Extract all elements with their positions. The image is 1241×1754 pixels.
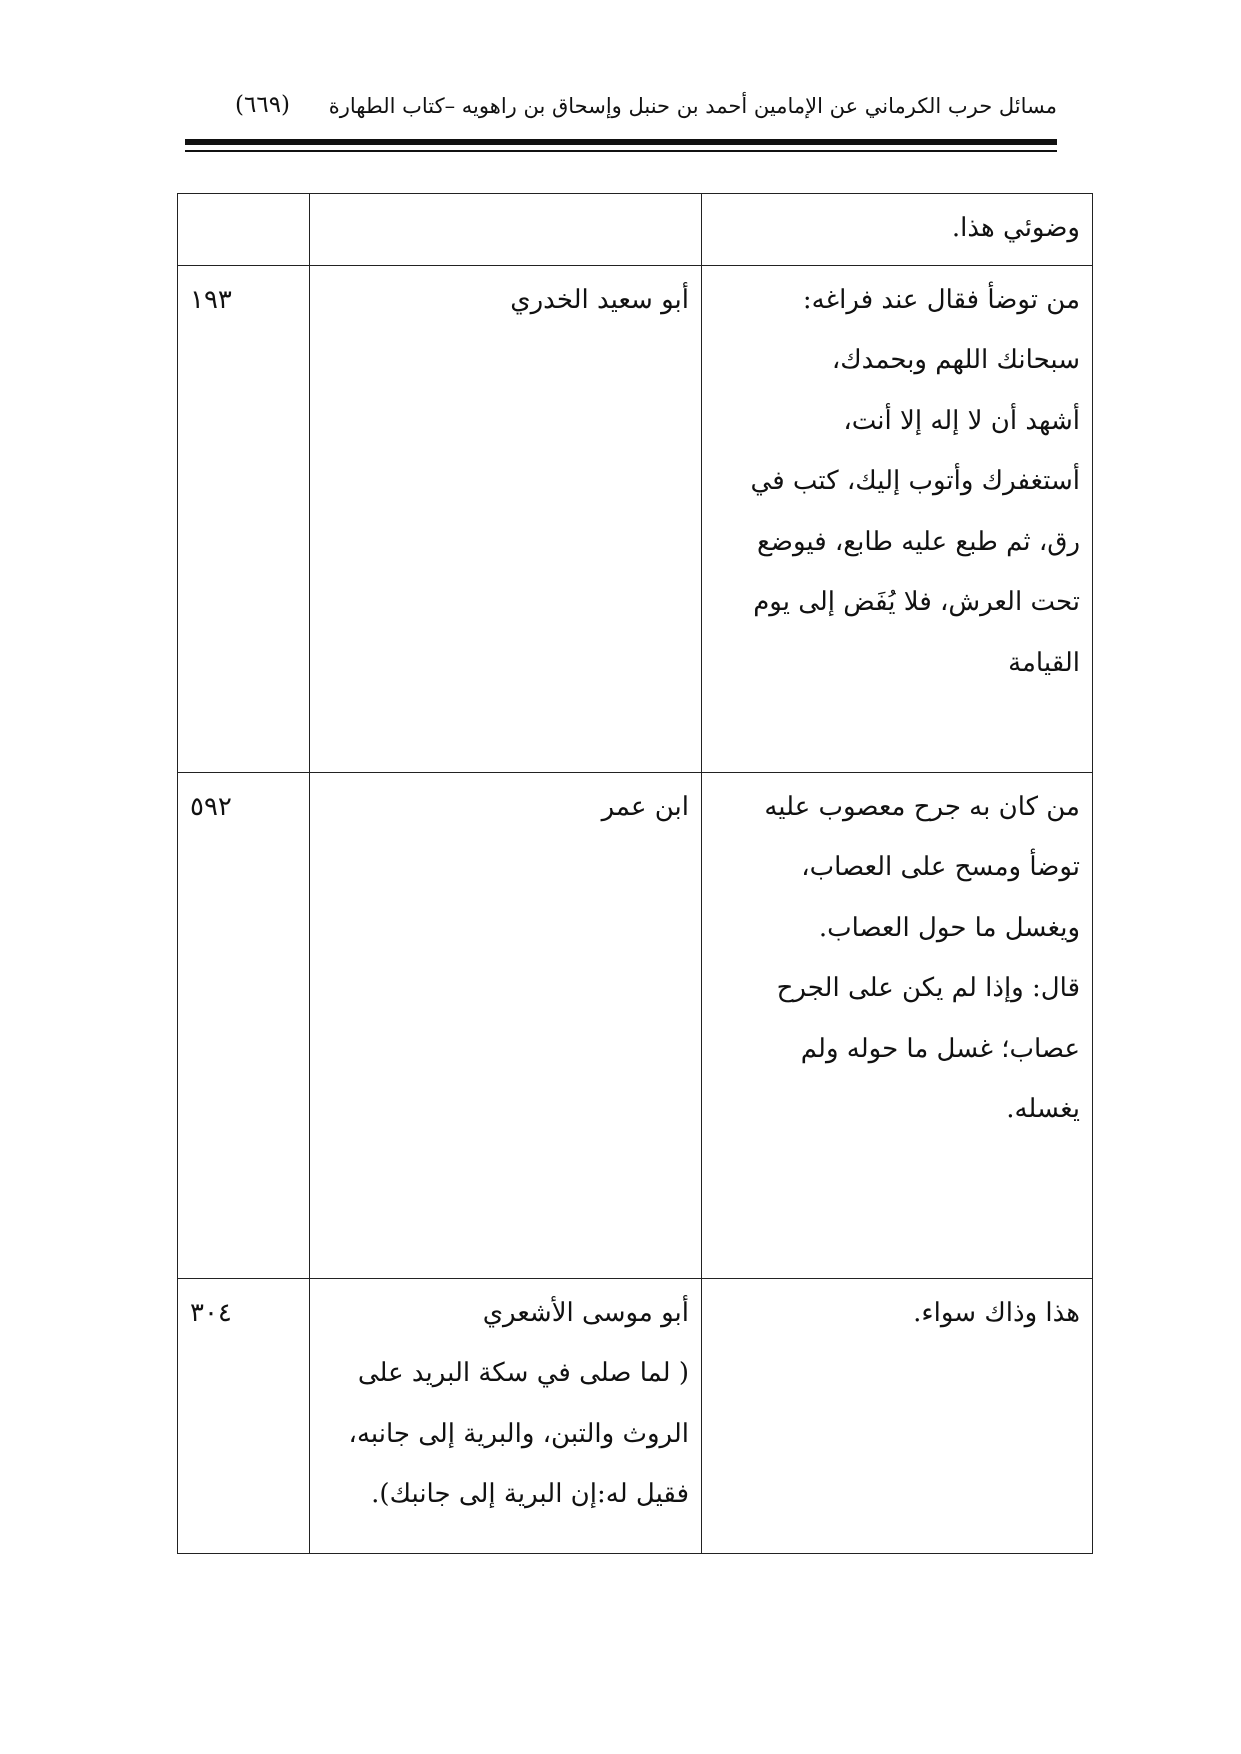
topic-line: عصاب؛ غسل ما حوله ولم [800, 1033, 1080, 1064]
running-title: مسائل حرب الكرماني عن الإمامين أحمد بن حنبل وإسحاق بن راهويه –كتاب الطهارة [328, 94, 1057, 118]
narrator-cell [310, 265, 702, 772]
header-rule-thick [185, 139, 1057, 145]
topic-line: يغسله. [1006, 1094, 1080, 1124]
narrator-line: ( لما صلى في سكة البريد على [357, 1358, 689, 1388]
number-cell [178, 772, 310, 1278]
narrator-line: ابن عمر [601, 791, 689, 822]
topic-cell [702, 265, 1093, 772]
narrator-cell [310, 1278, 702, 1553]
hadith-table [177, 193, 1093, 1554]
topic-line: القيامة [1008, 647, 1080, 678]
table-row [178, 772, 1093, 1278]
table-row [178, 1278, 1093, 1553]
topic-line: قال: وإذا لم يكن على الجرح [776, 973, 1080, 1003]
narrator-line: فقيل له:إن البرية إلى جانبك). [371, 1479, 689, 1509]
number-cell [178, 1278, 310, 1553]
hadith-number: ٥٩٢ [190, 791, 232, 822]
topic-line: من توضأ فقال عند فراغه: [802, 284, 1080, 315]
narrator-cell [310, 772, 702, 1278]
table-row [178, 194, 1093, 266]
number-cell [178, 194, 310, 266]
number-cell [178, 265, 310, 772]
table-row [178, 265, 1093, 772]
page-header [185, 84, 1057, 134]
narrator-line: الروث والتبن، والبرية إلى جانبه، [348, 1418, 689, 1449]
topic-line: سبحانك اللهم وبحمدك، [831, 345, 1080, 375]
topic-cell [702, 1278, 1093, 1553]
hadith-number: ١٩٣ [190, 284, 232, 315]
topic-cell [702, 772, 1093, 1278]
topic-line: أشهد أن لا إله إلا أنت، [843, 405, 1080, 436]
hadith-number: ٣٠٤ [190, 1297, 232, 1328]
narrator-line: أبو موسى الأشعري [482, 1297, 689, 1328]
topic-line: ويغسل ما حول العصاب. [818, 912, 1080, 943]
narrator-line: أبو سعيد الخدري [510, 284, 689, 315]
topic-line: تحت العرش، فلا يُفَض إلى يوم [753, 587, 1080, 617]
topic-line: هذا وذاك سواء. [913, 1297, 1080, 1328]
topic-line: من كان به جرح معصوب عليه [764, 791, 1080, 822]
topic-line: رق، ثم طبع عليه طابع، فيوضع [757, 526, 1080, 557]
topic-line: وضوئي هذا. [951, 213, 1080, 243]
page-number: (٦٦٩) [235, 92, 291, 118]
topic-line: أستغفرك وأتوب إليك، كتب في [750, 466, 1080, 496]
header-rule-thin [185, 150, 1057, 152]
topic-line: توضأ ومسح على العصاب، [801, 852, 1080, 882]
narrator-cell [310, 194, 702, 266]
topic-cell [702, 194, 1093, 266]
